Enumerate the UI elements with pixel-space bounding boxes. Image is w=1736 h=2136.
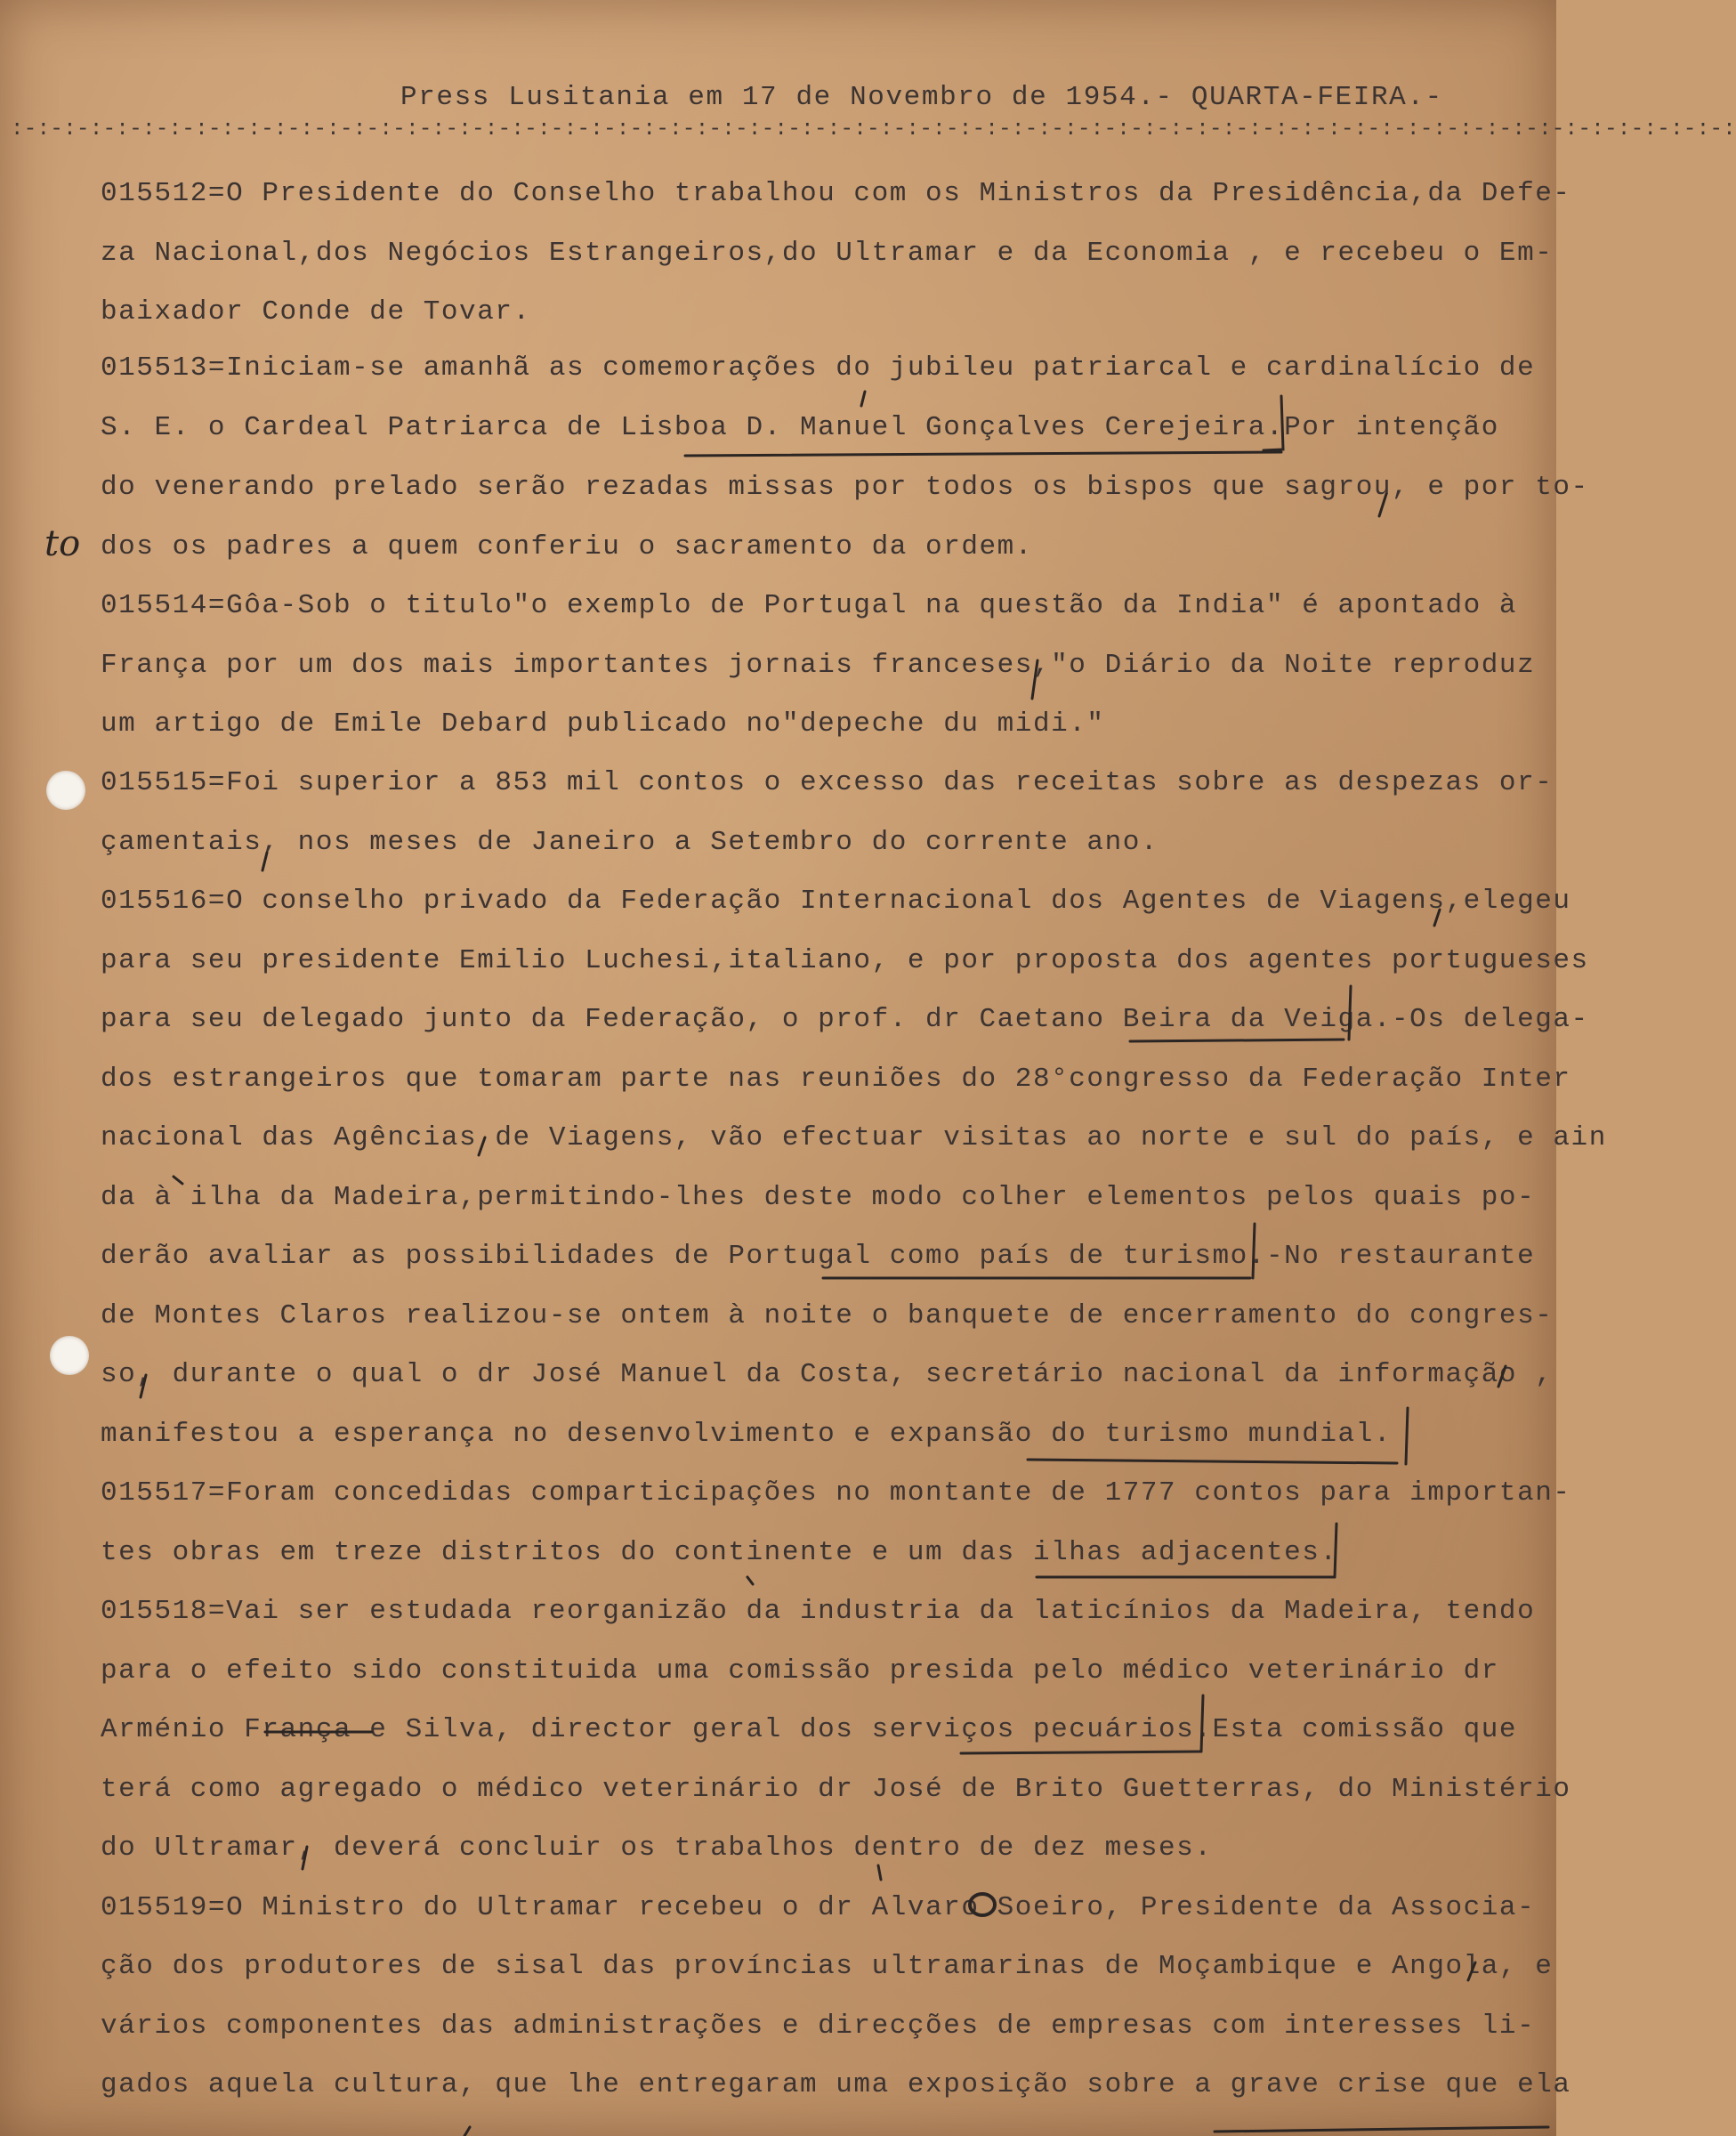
underline-mark [1028,1460,1397,1463]
text-line: de Montes Claros realizou-se ontem à noite o banquete de encerramento do congres- [101,1300,1554,1331]
underline-mark [961,1752,1201,1753]
text-line: para o efeito sido constituida uma comissão presida pelo médico veterinário dr [101,1655,1499,1687]
text-line: 015517=Foram concedidas comparticipações no montante de 1777 contos para importan- [101,1477,1571,1509]
text-line: 015519=O Ministro do Ultramar recebeu o dr Alvaro Soeiro, Presidente da Associa- [101,1892,1536,1923]
text-line: S. E. o Cardeal Patriarca de Lisboa D. Manuel Gonçalves Cerejeira.Por intenção [101,412,1499,443]
text-line: 015518=Vai ser estudada reorganizão da industria da laticínios da Madeira, tendo [101,1596,1536,1627]
text-line: dos estrangeiros que tomaram parte nas reuniões do 28°congresso da Federação Inter [101,1064,1571,1095]
punch-hole [46,771,85,810]
text-line: Arménio França e Silva, director geral dos serviços pecuários.Esta comissão que [101,1714,1518,1745]
text-line: dos os padres a quem conferiu o sacramento da ordem. [101,531,1033,562]
underline-mark [685,452,1281,456]
text-line: do Ultramar, deverá concluir os trabalhos dentro de dez meses. [101,1833,1213,1864]
text-line: 015512=O Presidente do Conselho trabalhou com os Ministros da Presidência,da Defe- [101,178,1571,209]
text-line: do venerando prelado serão rezadas missas por todos os bispos que sagrou, e por to- [101,472,1589,503]
text-line: tes obras em treze distritos do continente e um das ilhas adjacentes. [101,1537,1338,1568]
text-line: çamentais, nos meses de Janeiro a Setembro do corrente ano. [101,827,1159,858]
text-line: baixador Conde de Tovar. [101,296,531,328]
text-line: da à ilha da Madeira,permitindo-lhes deste modo colher elementos pelos quais po- [101,1182,1536,1213]
text-line: vários componentes das administrações e direcções de empresas com interesses li- [101,2011,1536,2042]
text-line: terá como agregado o médico veterinário dr José de Brito Guetterras, do Ministério [101,1774,1571,1805]
text-line: za Nacional,dos Negócios Estrangeiros,do Ultramar e da Economia , e recebeu o Em- [101,238,1554,269]
text-line: 015513=Iniciam-se amanhã as comemorações do jubileu patriarcal e cardinalício de [101,352,1536,384]
comma-mark [878,1865,881,1880]
text-line: para seu presidente Emilio Luchesi,italiano, e por proposta dos agentes portugueses [101,945,1589,976]
underline-mark [1130,1040,1344,1041]
header-divider: :-:-:-:-:-:-:-:-:-:-:-:-:-:-:-:-:-:-:-:-:-:-:-:-:-:-:-:-:-:-:-:-:-:-:-:-:-:-:-:-:-:-:-:-:-:-:-:-:-:-:-:-:-:-:-:-:-:-:-:-:-:-:-:-:-: [11,117,1736,142]
bracket-mark [1406,1408,1408,1464]
text-line: um artigo de Emile Debard publicado no"depeche du midi." [101,708,1105,740]
text-line: manifestou a esperança no desenvolvimento e expansão do turismo mundial. [101,1419,1393,1450]
text-line: 015516=O conselho privado da Federação Internacional dos Agentes de Viagens,elegeu [101,886,1571,917]
text-line: derão avaliar as possibilidades de Portugal como país de turismo.-No restaurante [101,1241,1536,1272]
text-line: ção dos produtores de sisal das províncias ultramarinas de Moçambique e Angola, e [101,1951,1554,1982]
comma-mark [747,1577,753,1584]
punch-hole [50,1336,89,1375]
page-header: Press Lusitania em 17 de Novembro de 1954.- QUARTA-FEIRA.- [400,82,1443,113]
text-line: para seu delegado junto da Federação, o prof. dr Caetano Beira da Veiga.-Os delega- [101,1004,1589,1035]
comma-mark [861,392,865,406]
comma-mark [464,2127,470,2136]
text-line: gados aquela cultura, que lhe entregaram uma exposição sobre a grave crise que ela [101,2069,1571,2100]
underline-mark [1215,2127,1548,2132]
text-line: nacional das Agências de Viagens, vão efectuar visitas ao norte e sul do país, e ain [101,1122,1607,1153]
text-line: so, durante o qual o dr José Manuel da Costa, secretário nacional da informação , [101,1359,1554,1390]
text-line: França por um dos mais importantes jornais franceses,"o Diário da Noite reproduz [101,650,1536,681]
text-line: 015515=Foi superior a 853 mil contos o excesso das receitas sobre as despezas or- [101,767,1554,798]
handwritten-margin-note: to [44,523,81,564]
text-line: 015514=Gôa-Sob o titulo"o exemplo de Portugal na questão da India" é apontado à [101,590,1518,621]
